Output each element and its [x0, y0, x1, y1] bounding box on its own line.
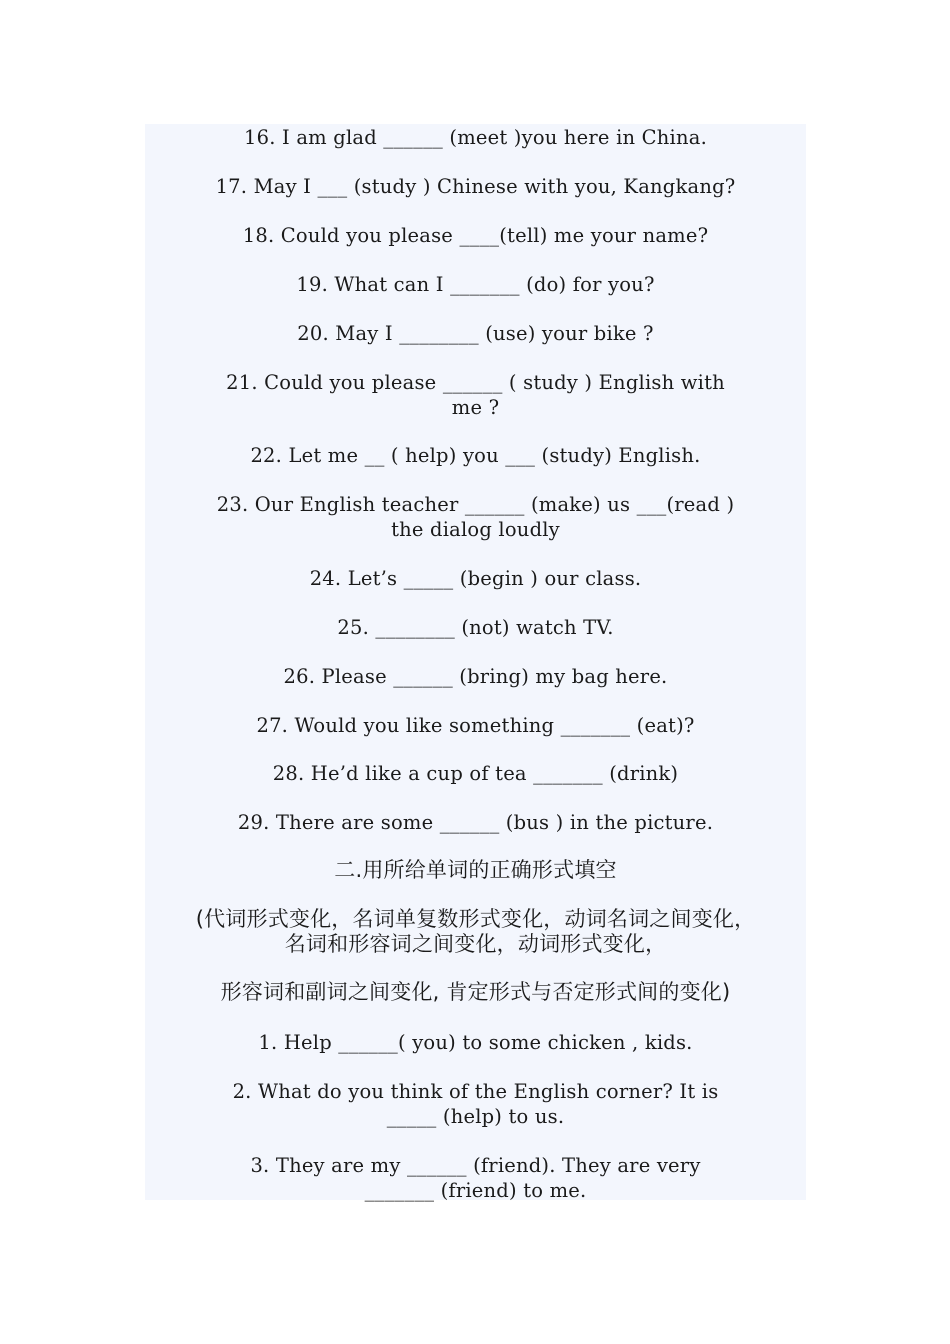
exercise-b3: 3. They are my ______ (friend). They are very _______ (friend) to me.: [250, 1154, 701, 1202]
exercise-24: 24. Let’s _____ (begin ) our class.: [309, 567, 642, 590]
exercise-20: 20. May I ________ (use) your bike ?: [297, 322, 654, 345]
exercise-25: 25. ________ (not) watch TV.: [337, 616, 614, 639]
exercise-23: 23. Our English teacher ______ (make) us ___(read ) the dialog loudly: [216, 493, 735, 541]
exercise-18: 18. Could you please ____(tell) me your name?: [242, 224, 709, 247]
exercise-27: 27. Would you like something _______ (eat)?: [256, 714, 695, 737]
exercise-28: 28. He’d like a cup of tea _______ (drink): [272, 762, 679, 785]
section-instructions-2: 形容词和副词之间变化, 肯定形式与否定形式间的变化): [220, 980, 731, 1004]
exercise-29: 29. There are some ______ (bus ) in the picture.: [237, 811, 714, 834]
exercise-17: 17. May I ___ (study ) Chinese with you, Kangkang?: [215, 175, 736, 198]
exercise-26: 26. Please ______ (bring) my bag here.: [283, 665, 668, 688]
exercise-b2: 2. What do you think of the English corner? It is _____ (help) to us.: [232, 1080, 719, 1128]
exercise-22: 22. Let me __ ( help) you ___ (study) English.: [250, 444, 701, 467]
exercise-19: 19. What can I _______ (do) for you?: [296, 273, 655, 296]
exercise-b1: 1. Help ______( you) to some chicken , kids.: [258, 1031, 693, 1054]
section-heading: 二.用所给单词的正确形式填空: [334, 858, 617, 882]
exercise-16: 16. I am glad ______ (meet )you here in China.: [244, 126, 707, 149]
section-instructions-1: (代词形式变化，名词单复数形式变化，动词名词之间变化， 名词和形容词之间变化，动词形式变化，: [195, 907, 756, 956]
exercise-21: 21. Could you please ______ ( study ) English with me ?: [226, 371, 725, 419]
